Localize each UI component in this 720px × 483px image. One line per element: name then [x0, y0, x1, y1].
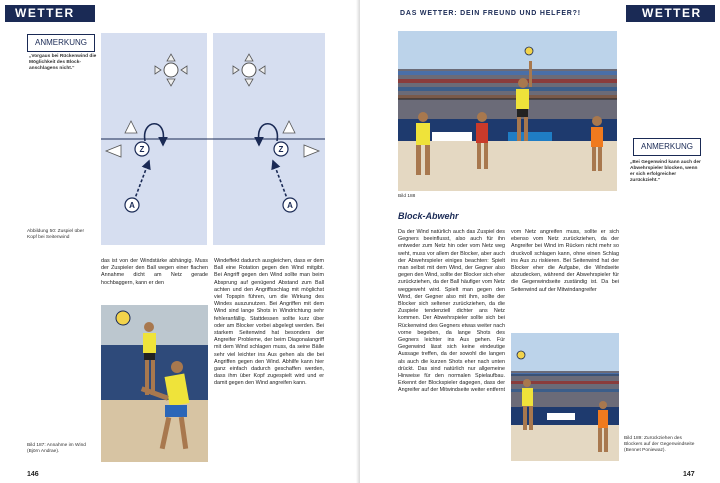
left-col1-text: das ist von der Windstärke abhängig. Muss der Zuspieler den Ball wegen einer flachen Annahme dicht am Netz gerade hochbaggern, kann er den: [101, 258, 208, 286]
court-diagram: [101, 33, 325, 245]
chapter-tab-right: WETTER: [626, 5, 715, 22]
note-label: ANMERKUNG: [27, 34, 95, 52]
right-col2-text: vom Netz angreifen muss, sollte er sich ebenso vom Netz zurückziehen, da der Angreifer bei Wind im Rücken nicht mehr so druckvoll schlagen kann, ohne einen Schlag ins Aus zu riskieren. Bei Seitenwind hat der Blocker eher die Aufgabe, die Windseite abzudecken, während der Abwehrspieler für die Gegenwindseite zuständig ist. Da bei Seitenwind auf der Mitwindangreifer: [511, 229, 619, 293]
attacker-left: [125, 198, 139, 212]
section-heading: Block-Abwehr: [398, 211, 459, 221]
photo-reception: [101, 305, 208, 462]
svg-text:Z: Z: [139, 145, 145, 154]
chapter-tab: WETTER: [5, 5, 95, 22]
setter-left: [135, 142, 149, 156]
page-number-right: 147: [683, 471, 695, 478]
setter-right: [274, 142, 288, 156]
svg-text:A: A: [129, 201, 135, 210]
note-text-right: „Bei Gegenwind kann auch der Abwehrspieler blocken, wenn er sich erfolgreicher zurückzieht.“: [630, 160, 701, 183]
photo188-caption: Bild 188: [398, 194, 416, 199]
figure187-caption: Bild 187: Annahme im Wind (Björn Andrae).: [27, 443, 86, 454]
note-label-right: ANMERKUNG: [633, 138, 701, 156]
attacker-right: [283, 198, 297, 212]
right-col1-text: Da der Wind natürlich auch das Zuspiel des Gegners beeinflusst, also auch für ihn entweder zum Netz hin oder vom Netz weg weht, muss vor allem der Blocker, aber auch der Abwehrspieler einiges beachten: Spielt man selbst mit dem Wind, der Gegner also gegen den Wind, sollte der Blocker sich eher zurückziehen, da der Ball häufiger vom Netz weggeweht wird. Spielt man gegen den Wind, der Gegner also mit ihm, sollte der Blocker sich seltener zurückziehen, da die Zuspiele tendenziell dichter ans Netz kommen. Der Abwehrspieler sollte sich bei Rückenwind des Gegners etwas weiter nach vorne begeben, da lange Shots des Gegners leichter ins Aus gehen. Für Gegenwind lässt sich keine eindeutige Aussage treffen, da der sowohl die langen als auch die kurzen Shots eher nach unten drückt. Das sind natürlich nur allgemeine Hinweise für den normalen Spielaufbau. Erkennt der Blockspieler dagegen, dass der Angreifer auf der Mitwindseite weiter entfernt: [398, 229, 505, 394]
svg-text:Z: Z: [278, 145, 284, 154]
left-col2-text: Windeffekt dadurch ausgleichen, dass er dem Ball eine Rotation gegen den Wind mitgibt. Bei Angriff gegen den Wind sollte man beim Absprung auf genügend Abstand zum Ball achten und den Angriffsschlag mit möglichst viel Topspin führen, um die Wirkung des Windes auszunutzen. Bei Angriffen mit dem Wind sind lange Shots in Windrichtung sehr fehleranfällig. Stattdessen sollte kurz über oder am Blocker vorbei abgelegt werden. Bei starkem Seitenwind hat besonders der Angreifer Probleme, der beim Diagonalangriff mit dem Wind schlagen muss, da seine Bälle sehr viel leichter ins Aus gehen als die bei Angriffen gegen den Wind. Abhilfe kann hier ganz einfach dadurch geschaffen werden, dass ihm über Kopf zugespielt wird und er damit gegen den Wind angreifen kann.: [214, 258, 324, 387]
page-number-left: 146: [27, 471, 39, 478]
figure50-caption: Abbildung 50: Zuspiel über Kopf bei Seitenwind: [27, 229, 85, 240]
running-head: DAS WETTER: DEIN FREUND UND HELFER?!: [400, 10, 581, 17]
photo189-caption: Bild 189: Zurückziehen des Blockers auf der Gegenwindseite (Bennet Poniewaz).: [624, 436, 695, 453]
photo-block-jump: [398, 31, 617, 191]
svg-text:A: A: [287, 201, 293, 210]
note-text: „Vorgaus bei Rückenwind die Möglichkeit des Block-anschlagens nicht.“: [29, 54, 97, 71]
photo-block-retreat: [511, 333, 619, 461]
